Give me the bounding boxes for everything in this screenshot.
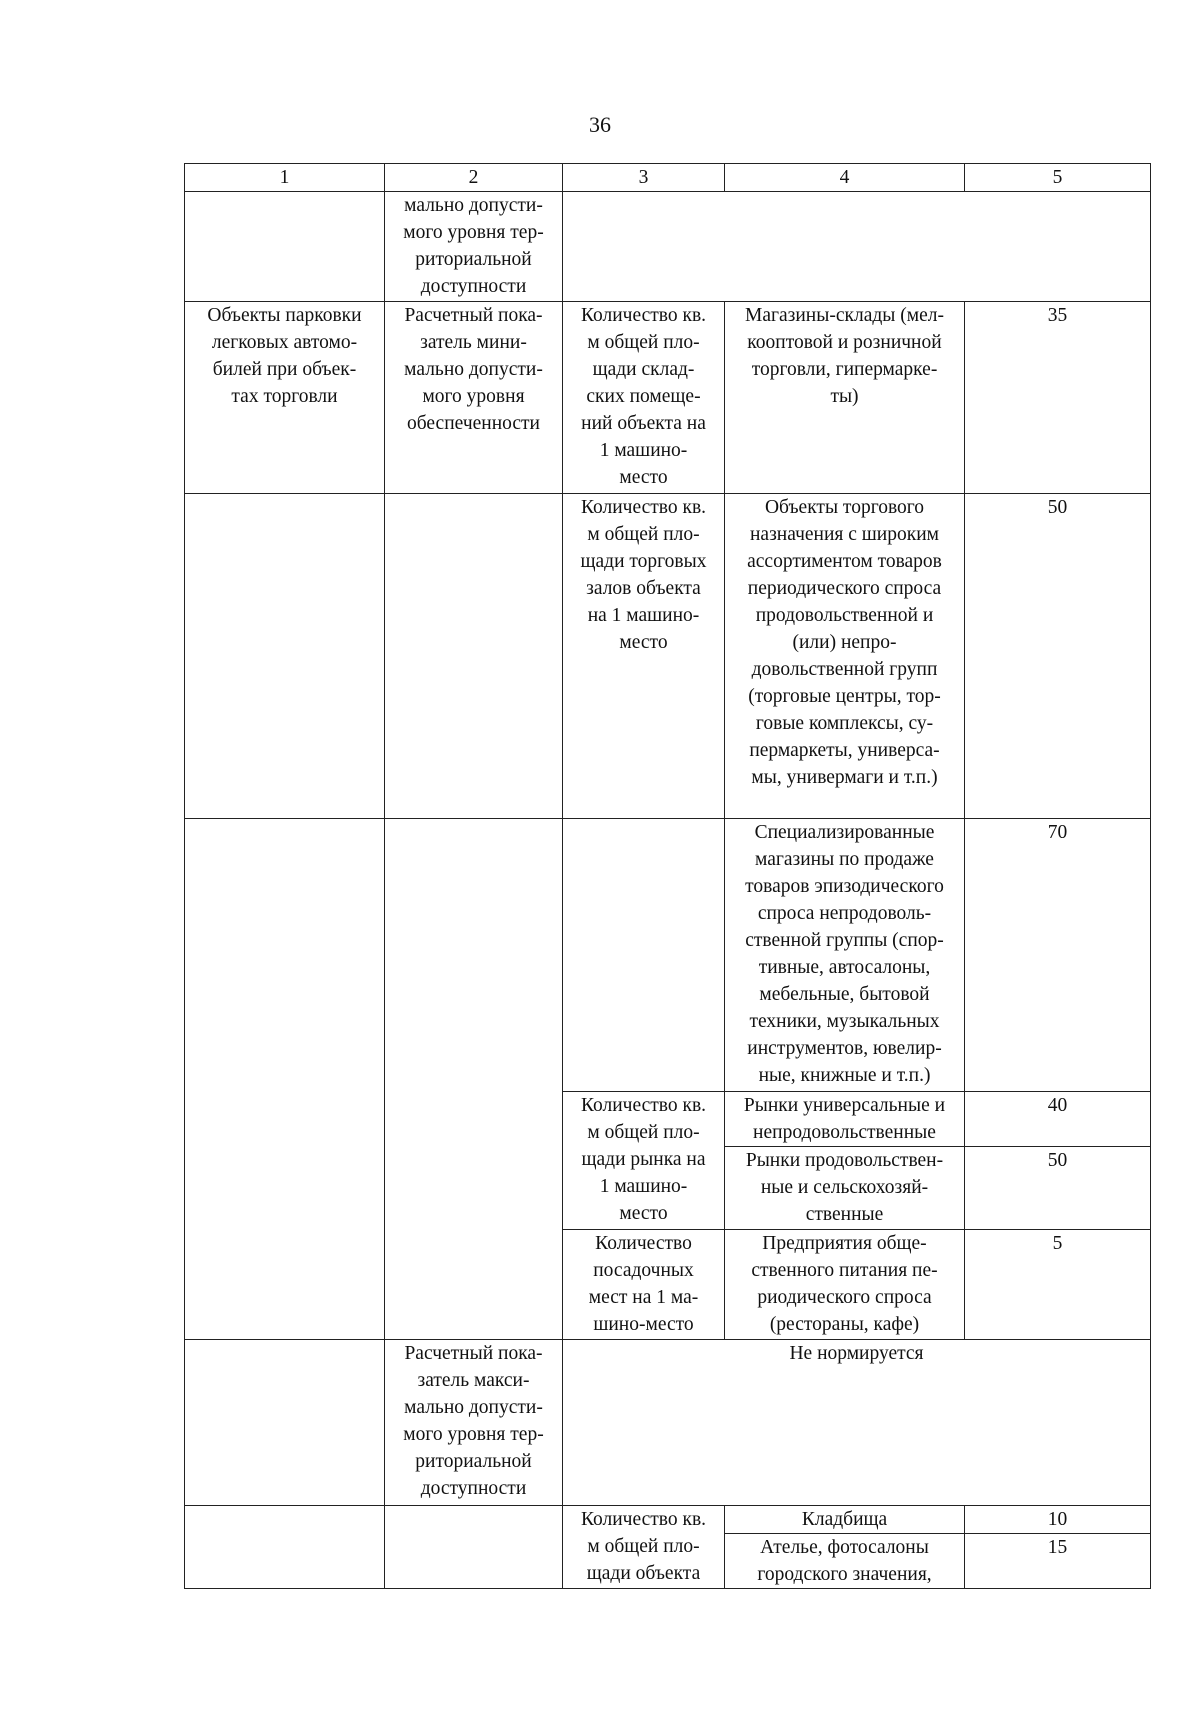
object-atelier: Ателье, фотосалоны городского значения, [725,1534,965,1589]
cell-empty [185,192,385,302]
header-col-5: 5 [965,164,1151,192]
table-row [185,1340,1151,1506]
indicator-max-access: Расчетный пока- затель макси- мально допусти- мого уровня тер- риториальной доступности [385,1340,563,1506]
object-market-food: Рынки продовольствен- ные и сельскохозяй- ственные [725,1147,965,1230]
continuation-row [185,192,1151,302]
cell-empty [185,1506,385,1589]
cell-empty [385,494,563,819]
object-specialized: Специализированные магазины по продаже товаров эпизодического спроса непродоволь- ственной группы (спор- тивные, автосалоны, мебельные, бытовой техники, музыкальных инструментов, ювелир- ные, книжные и т.п.) [725,819,965,1092]
cell-empty [563,192,1151,302]
page-number: 36 [589,112,611,137]
value-warehouse: 35 [965,302,1151,494]
unit-warehouse: Количество кв. м общей пло- щади склад- ских помеще- ний объекта на 1 машино- место [563,302,725,494]
unit-trade-halls: Количество кв. м общей пло- щади торговых залов объекта на 1 машино- место [563,494,725,819]
header-col-4: 4 [725,164,965,192]
value-cemetery: 10 [965,1506,1151,1534]
indicator-min-provision: Расчетный пока- затель мини- мально допусти- мого уровня обеспеченности [385,302,563,494]
header-col-3: 3 [563,164,725,192]
value-trade-wide: 50 [965,494,1151,819]
table-row [185,494,1151,819]
object-warehouse: Магазины-склады (мел- кооптовой и розничной торговли, гипермарке- ты) [725,302,965,494]
cont-indicator-text: мально допусти- мого уровня тер- риториальной доступности [385,192,563,302]
norms-table [184,163,1151,1589]
table-row [185,302,1151,494]
unit-market: Количество кв. м общей пло- щади рынка на 1 машино- место [563,1092,725,1230]
cell-empty [385,1506,563,1589]
table-row [185,819,1151,1092]
cell-empty [385,819,563,1340]
value-market-universal: 40 [965,1092,1151,1147]
cell-empty [185,819,385,1340]
object-cemetery: Кладбища [725,1506,965,1534]
object-catering: Предприятия обще- ственного питания пе- риодического спроса (рестораны, кафе) [725,1230,965,1340]
unit-seats: Количество посадочных мест на 1 ма- шино-место [563,1230,725,1340]
value-market-food: 50 [965,1147,1151,1230]
object-market-universal: Рынки универсальные и непродовольственные [725,1092,965,1147]
value-catering: 5 [965,1230,1151,1340]
cell-empty [185,1340,385,1506]
value-atelier: 15 [965,1534,1151,1589]
cell-empty [563,819,725,1092]
header-col-2: 2 [385,164,563,192]
header-row [185,164,1151,192]
table-row [185,1506,1151,1534]
cell-empty [185,494,385,819]
unit-object-area: Количество кв. м общей пло- щади объекта [563,1506,725,1589]
header-col-1: 1 [185,164,385,192]
object-trade-wide: Объекты торгового назначения с широким ассортиментом товаров периодического спроса продовольственной и (или) непро- довольственной групп (торговые центры, тор- говые комплексы, су- пермаркеты, универса- мы, универмаги и т.п.) [725,494,965,819]
not-normalized-cell: Не нормируется [563,1340,1151,1506]
value-specialized: 70 [965,819,1151,1092]
parking-object-cell: Объекты парковки легковых автомо- билей при объек- тах торговли [185,302,385,494]
